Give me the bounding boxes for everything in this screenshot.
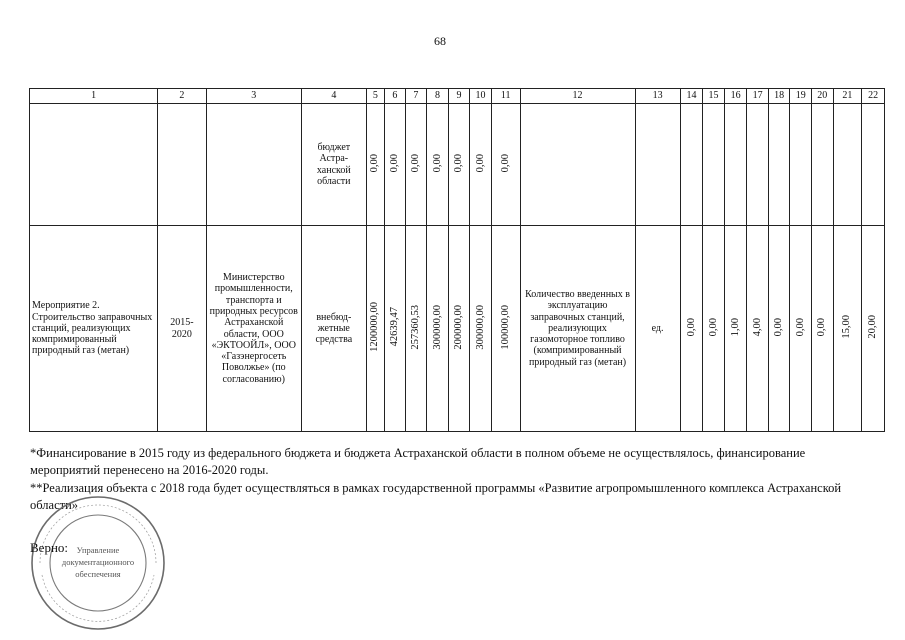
table-cell bbox=[768, 104, 790, 226]
value-text: 4,00 bbox=[751, 317, 763, 337]
col-header: 5 bbox=[366, 89, 384, 104]
value-text: 0,00 bbox=[369, 153, 381, 173]
table-row bbox=[30, 226, 885, 432]
table-cell bbox=[724, 104, 747, 226]
value-text: 20,00 bbox=[867, 315, 879, 339]
stamp-line-1: Управление bbox=[76, 545, 120, 555]
value-text: 0,00 bbox=[499, 153, 511, 173]
value-cell bbox=[385, 104, 406, 226]
activity-name-cell: Мероприятие 2. Строительство заправочных станций, реализующих компримированный природный газ (метан) bbox=[30, 226, 158, 432]
value-text: 0,00 bbox=[816, 317, 828, 337]
col-header: 11 bbox=[491, 89, 520, 104]
col-header: 4 bbox=[301, 89, 366, 104]
col-header: 9 bbox=[448, 89, 470, 104]
table-row bbox=[30, 104, 885, 226]
funding-source-cell: бюджет Астра- ханской области bbox=[301, 104, 366, 226]
footnote-2: **Реализация объекта с 2018 года будет осуществляться в рамках государственной программы «Развитие агропромышленного комплекса Астраханской области» bbox=[30, 480, 842, 512]
indicator-cell: Количество введенных в эксплуатацию заправочных станций, реализующих газомоторное топливо (компримированный природный газ (метан) bbox=[520, 226, 635, 432]
table-cell bbox=[862, 104, 885, 226]
value-cell bbox=[405, 226, 427, 432]
col-header: 16 bbox=[724, 89, 747, 104]
col-header: 7 bbox=[405, 89, 427, 104]
stamp-line-2: документационного bbox=[61, 557, 135, 567]
value-text: 0,00 bbox=[388, 153, 400, 173]
value-cell bbox=[448, 226, 470, 432]
value-text: 42639,47 bbox=[388, 307, 400, 347]
table-cell bbox=[812, 104, 834, 226]
value-text: 0,00 bbox=[431, 153, 443, 173]
value-cell bbox=[405, 104, 427, 226]
indicator-value-cell bbox=[812, 226, 834, 432]
value-text: 257360,53 bbox=[409, 304, 421, 350]
footnote-1: *Финансирование в 2015 году из федерального бюджета и бюджета Астраханской области в полном объеме не осуществлялось, финансирование мероприятий перенесено на 2016-2020 годы. bbox=[30, 446, 806, 478]
indicator-value-cell bbox=[747, 226, 769, 432]
indicator-value-cell bbox=[768, 226, 790, 432]
indicator-value-cell bbox=[703, 226, 725, 432]
value-cell bbox=[470, 104, 492, 226]
col-header: 12 bbox=[520, 89, 635, 104]
col-header: 22 bbox=[862, 89, 885, 104]
value-cell bbox=[470, 226, 492, 432]
table-header-row bbox=[30, 89, 885, 104]
indicator-value-cell bbox=[862, 226, 885, 432]
indicator-value-cell bbox=[790, 226, 812, 432]
indicator-value-cell bbox=[680, 226, 703, 432]
table-cell bbox=[703, 104, 725, 226]
table-cell bbox=[30, 104, 158, 226]
value-text: 300000,00 bbox=[431, 304, 443, 350]
col-header: 21 bbox=[833, 89, 862, 104]
value-text: 15,00 bbox=[841, 315, 853, 339]
value-text: 0,00 bbox=[707, 317, 719, 337]
col-header: 6 bbox=[385, 89, 406, 104]
col-header: 8 bbox=[427, 89, 449, 104]
table-cell bbox=[635, 104, 680, 226]
program-table bbox=[29, 88, 885, 432]
table-cell bbox=[158, 104, 206, 226]
value-text: 0,00 bbox=[409, 153, 421, 173]
col-header: 3 bbox=[206, 89, 301, 104]
value-cell bbox=[491, 104, 520, 226]
verno-label: Верно: bbox=[30, 540, 69, 555]
col-header: 10 bbox=[470, 89, 492, 104]
funding-source-cell: внебюд- жетные средства bbox=[301, 226, 366, 432]
value-cell bbox=[385, 226, 406, 432]
value-text: 0,00 bbox=[685, 317, 697, 337]
executor-cell: Министерство промышленности, транспорта и природных ресурсов Астраханской области, ООО «ЭКТООЙЛ», ООО «Газэнергосеть Поволжье» (по согласованию) bbox=[206, 226, 301, 432]
value-text: 0,00 bbox=[773, 317, 785, 337]
value-text: 100000,00 bbox=[499, 304, 511, 350]
value-text: 0,00 bbox=[794, 317, 806, 337]
value-cell bbox=[366, 104, 384, 226]
table-cell bbox=[747, 104, 769, 226]
indicator-value-cell bbox=[833, 226, 862, 432]
value-cell bbox=[448, 104, 470, 226]
stamp-seal bbox=[28, 493, 168, 633]
col-header: 13 bbox=[635, 89, 680, 104]
value-text: 1,00 bbox=[729, 317, 741, 337]
table-cell bbox=[520, 104, 635, 226]
value-text: 0,00 bbox=[453, 153, 465, 173]
table-cell bbox=[833, 104, 862, 226]
value-text: 300000,00 bbox=[474, 304, 486, 350]
col-header: 20 bbox=[812, 89, 834, 104]
table-cell bbox=[206, 104, 301, 226]
unit-cell: ед. bbox=[635, 226, 680, 432]
col-header: 17 bbox=[747, 89, 769, 104]
col-header: 19 bbox=[790, 89, 812, 104]
col-header: 18 bbox=[768, 89, 790, 104]
table-cell bbox=[680, 104, 703, 226]
col-header: 15 bbox=[703, 89, 725, 104]
value-text: 200000,00 bbox=[453, 304, 465, 350]
stamp-line-3: обеспечения bbox=[75, 569, 121, 579]
table-cell bbox=[790, 104, 812, 226]
indicator-value-cell bbox=[724, 226, 747, 432]
value-cell bbox=[427, 226, 449, 432]
value-text: 1200000,00 bbox=[369, 301, 381, 352]
col-header: 1 bbox=[30, 89, 158, 104]
col-header: 14 bbox=[680, 89, 703, 104]
col-header: 2 bbox=[158, 89, 206, 104]
value-cell bbox=[427, 104, 449, 226]
period-cell: 2015- 2020 bbox=[158, 226, 206, 432]
value-cell bbox=[366, 226, 384, 432]
value-cell bbox=[491, 226, 520, 432]
value-text: 0,00 bbox=[474, 153, 486, 173]
page-number: 68 bbox=[434, 34, 446, 48]
